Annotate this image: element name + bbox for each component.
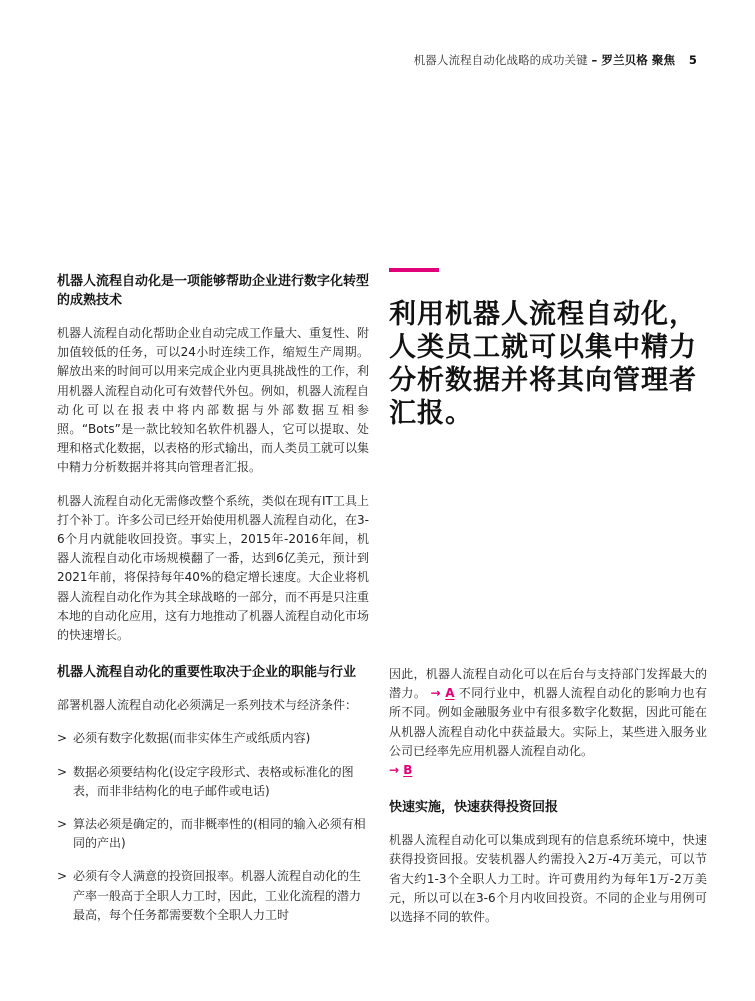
list-item bbox=[57, 729, 369, 748]
paragraph-text: 不同行业中，机器人流程自动化的影响力也有所不同。例如金融服务业中有很多数字化数据，因此可能在从机器人流程自动化中获益最大。实际上，某些进入服务业公司已经率先应用机器人流程自动化。 bbox=[389, 686, 707, 758]
left-column bbox=[57, 272, 369, 939]
right-column-body bbox=[389, 665, 707, 941]
paragraph: 机器人流程自动化可以集成到现有的信息系统环境中，快速获得投资回报。安装机器人约需投入2万-4万美元，可以节省大约1-3个全职人力工时。许可费用约为每年1万-2万美元，所以可以在3-6个月内收回投资。不同的企业与用例可以选择不同的软件。 bbox=[389, 833, 707, 925]
chevron-right-icon: > bbox=[57, 817, 68, 832]
chevron-right-icon: > bbox=[57, 869, 68, 884]
cross-reference-b-link[interactable] bbox=[389, 763, 412, 777]
paragraph-text: 因此，机器人流程自动化可以在后台与支持部门发挥最大的潜力。 bbox=[389, 667, 707, 701]
section-heading-mature-technology: 机器人流程自动化是一项能够帮助企业进行数字化转型的成熟技术 bbox=[57, 274, 370, 308]
brand-label: – 罗兰贝格 聚焦 bbox=[591, 53, 676, 67]
conditions-list bbox=[57, 729, 369, 925]
chevron-right-icon: > bbox=[57, 764, 68, 779]
paragraph: 机器人流程自动化帮助企业自动完成工作量大、重复性、附加值较低的任务，可以24小时连续工作，缩短生产周期。解放出来的时间可以用来完成企业内更具挑战性的工作，利用机器人流程自动化可有效替代外包。例如，机器人流程自动化可以在报表中将内部数据与外部数据互相参照。“Bots”是一款比较知名软件机器人，它可以提取、处理和格式化数据，以表格的形式输出，而人类员工就可以集中精力分析数据并将其向管理者汇报。 bbox=[57, 326, 370, 475]
arrow-right-icon: → bbox=[389, 763, 400, 778]
cross-reference-a-link[interactable] bbox=[431, 686, 455, 700]
list-item bbox=[57, 867, 369, 925]
list-item bbox=[57, 763, 369, 801]
section-heading-fast-roi: 快速实施，快速获得投资回报 bbox=[389, 800, 559, 816]
running-header bbox=[414, 52, 697, 68]
arrow-right-icon: → bbox=[430, 686, 441, 701]
list-item-text: 必须有数字化数据(而非实体生产或纸质内容) bbox=[73, 731, 311, 746]
xref-letter: B bbox=[403, 763, 413, 778]
xref-letter: A bbox=[445, 686, 455, 701]
paragraph: 机器人流程自动化无需修改整个系统，类似在现有IT工具上打个补丁。许多公司已经开始使用机器人流程自动化，在3-6个月内就能收回投资。事实上，2015年-2016年间，机器人流程自动化市场规模翻了一番，达到6亿美元，预计到2021年前，将保持每年40%的稳定增长速度。大企业将机器人流程自动化作为其全球战略的一部分，而不再是只注重本地的自动化应用，这有力地推动了机器人流程自动化市场的快速增长。 bbox=[57, 493, 370, 643]
document-title: 机器人流程自动化战略的成功关键 bbox=[413, 53, 588, 67]
list-item-text: 数据必须要结构化(设定字段形式、表格或标准化的图表，而非非结构化的电子邮件或电话) bbox=[73, 764, 354, 798]
accent-bar bbox=[389, 268, 439, 272]
list-item bbox=[57, 815, 369, 853]
list-item-text: 算法必须是确定的，而非概率性的(相同的输入必须有相同的产出) bbox=[73, 817, 366, 851]
section-heading-importance-by-function: 机器人流程自动化的重要性取决于企业的职能与行业 bbox=[57, 665, 357, 681]
paragraph-intro: 部署机器人流程自动化必须满足一系列技术与经济条件： bbox=[57, 698, 358, 713]
chevron-right-icon: > bbox=[57, 731, 68, 746]
pull-quote: 利用机器人流程自动化，人类员工就可以集中精力分析数据并将其向管理者汇报。 bbox=[389, 299, 697, 429]
paragraph-continuation bbox=[389, 665, 707, 780]
list-item-text: 必须有令人满意的投资回报率。机器人流程自动化的生产率一般高于全职人力工时，因此，工业化流程的潜力最高，每个任务都需要数个全职人力工时 bbox=[73, 869, 362, 922]
page-number: 5 bbox=[688, 53, 697, 67]
pull-quote-block bbox=[389, 268, 709, 430]
